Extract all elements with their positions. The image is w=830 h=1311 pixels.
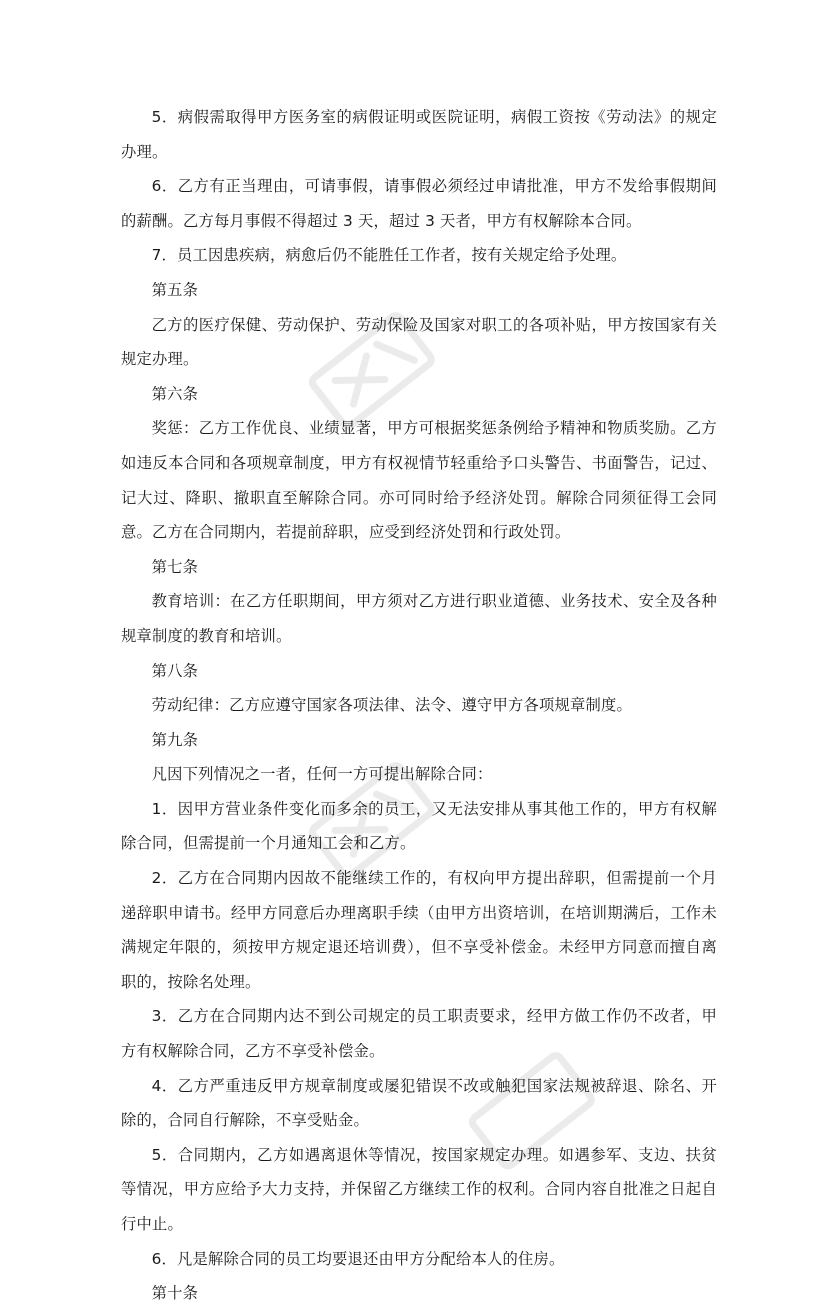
article-heading: 第六条: [151, 384, 199, 403]
article-heading: 第七条: [151, 557, 199, 576]
article-heading: 第八条: [151, 661, 199, 680]
paragraph: 2．乙方在合同期内因故不能继续工作的，有权向甲方提出辞职，但需提前一个月递辞职申请书。经甲方同意后办理离职手续（由甲方出资培训，在培训期满后，工作未满规定年限的，须按甲方规定退还培训费），但不享受补偿金。未经甲方同意而擅自离职的，按除名处理。: [121, 869, 717, 991]
paragraph: 1．因甲方营业条件变化而多余的员工，又无法安排从事其他工作的，甲方有权解除合同，但需提前一个月通知工会和乙方。: [121, 799, 717, 853]
paragraph: 6．乙方有正当理由，可请事假，请事假必须经过申请批准，甲方不发给事假期间的薪酬。乙方每月事假不得超过 3 天，超过 3 天者，甲方有权解除本合同。: [121, 177, 717, 230]
paragraph: 奖惩：乙方工作优良、业绩显著，甲方可根据奖惩条例给予精神和物质奖励。乙方如违反本合同和各项规章制度，甲方有权视情节轻重给予口头警告、书面警告，记过、记大过、降职、撤职直至解除合同。亦可同时给予经济处罚。解除合同须征得工会同意。乙方在合同期内，若提前辞职，应受到经济处罚和行政处罚。: [121, 419, 717, 542]
article-heading: 第十条: [151, 1284, 199, 1303]
paragraph: 4．乙方严重违反甲方规章制度或屡犯错误不改或触犯国家法规被辞退、除名、开除的，合同自行解除，不享受贴金。: [121, 1076, 717, 1130]
document-body: [121, 100, 717, 1311]
paragraph: 凡因下列情况之一者，任何一方可提出解除合同：: [151, 765, 493, 784]
paragraph: 6．凡是解除合同的员工均要退还由甲方分配给本人的住房。: [151, 1249, 565, 1268]
article-heading: 第五条: [151, 280, 199, 299]
paragraph: 乙方的医疗保健、劳动保护、劳动保险及国家对职工的各项补贴，甲方按国家有关规定办理。: [121, 315, 717, 369]
paragraph: 5．病假需取得甲方医务室的病假证明或医院证明，病假工资按《劳动法》的规定办理。: [121, 108, 717, 161]
paragraph: 7．员工因患疾病，病愈后仍不能胜任工作者，按有关规定给予处理。: [151, 246, 627, 265]
paragraph: 劳动纪律：乙方应遵守国家各项法律、法令、遵守甲方各项规章制度。: [151, 696, 632, 715]
paragraph: 5．合同期内，乙方如遇离退休等情况，按国家规定办理。如遇参军、支边、扶贫等情况，甲方应给予大力支持，并保留乙方继续工作的权利。合同内容自批准之日起自行中止。: [121, 1145, 717, 1233]
article-heading: 第九条: [151, 730, 199, 749]
paragraph: 教育培训：在乙方任职期间，甲方须对乙方进行职业道德、业务技术、安全及各种规章制度的教育和培训。: [121, 592, 717, 645]
paragraph: 3．乙方在合同期内达不到公司规定的员工职责要求，经甲方做工作仍不改者，甲方有权解除合同，乙方不享受补偿金。: [121, 1007, 717, 1061]
